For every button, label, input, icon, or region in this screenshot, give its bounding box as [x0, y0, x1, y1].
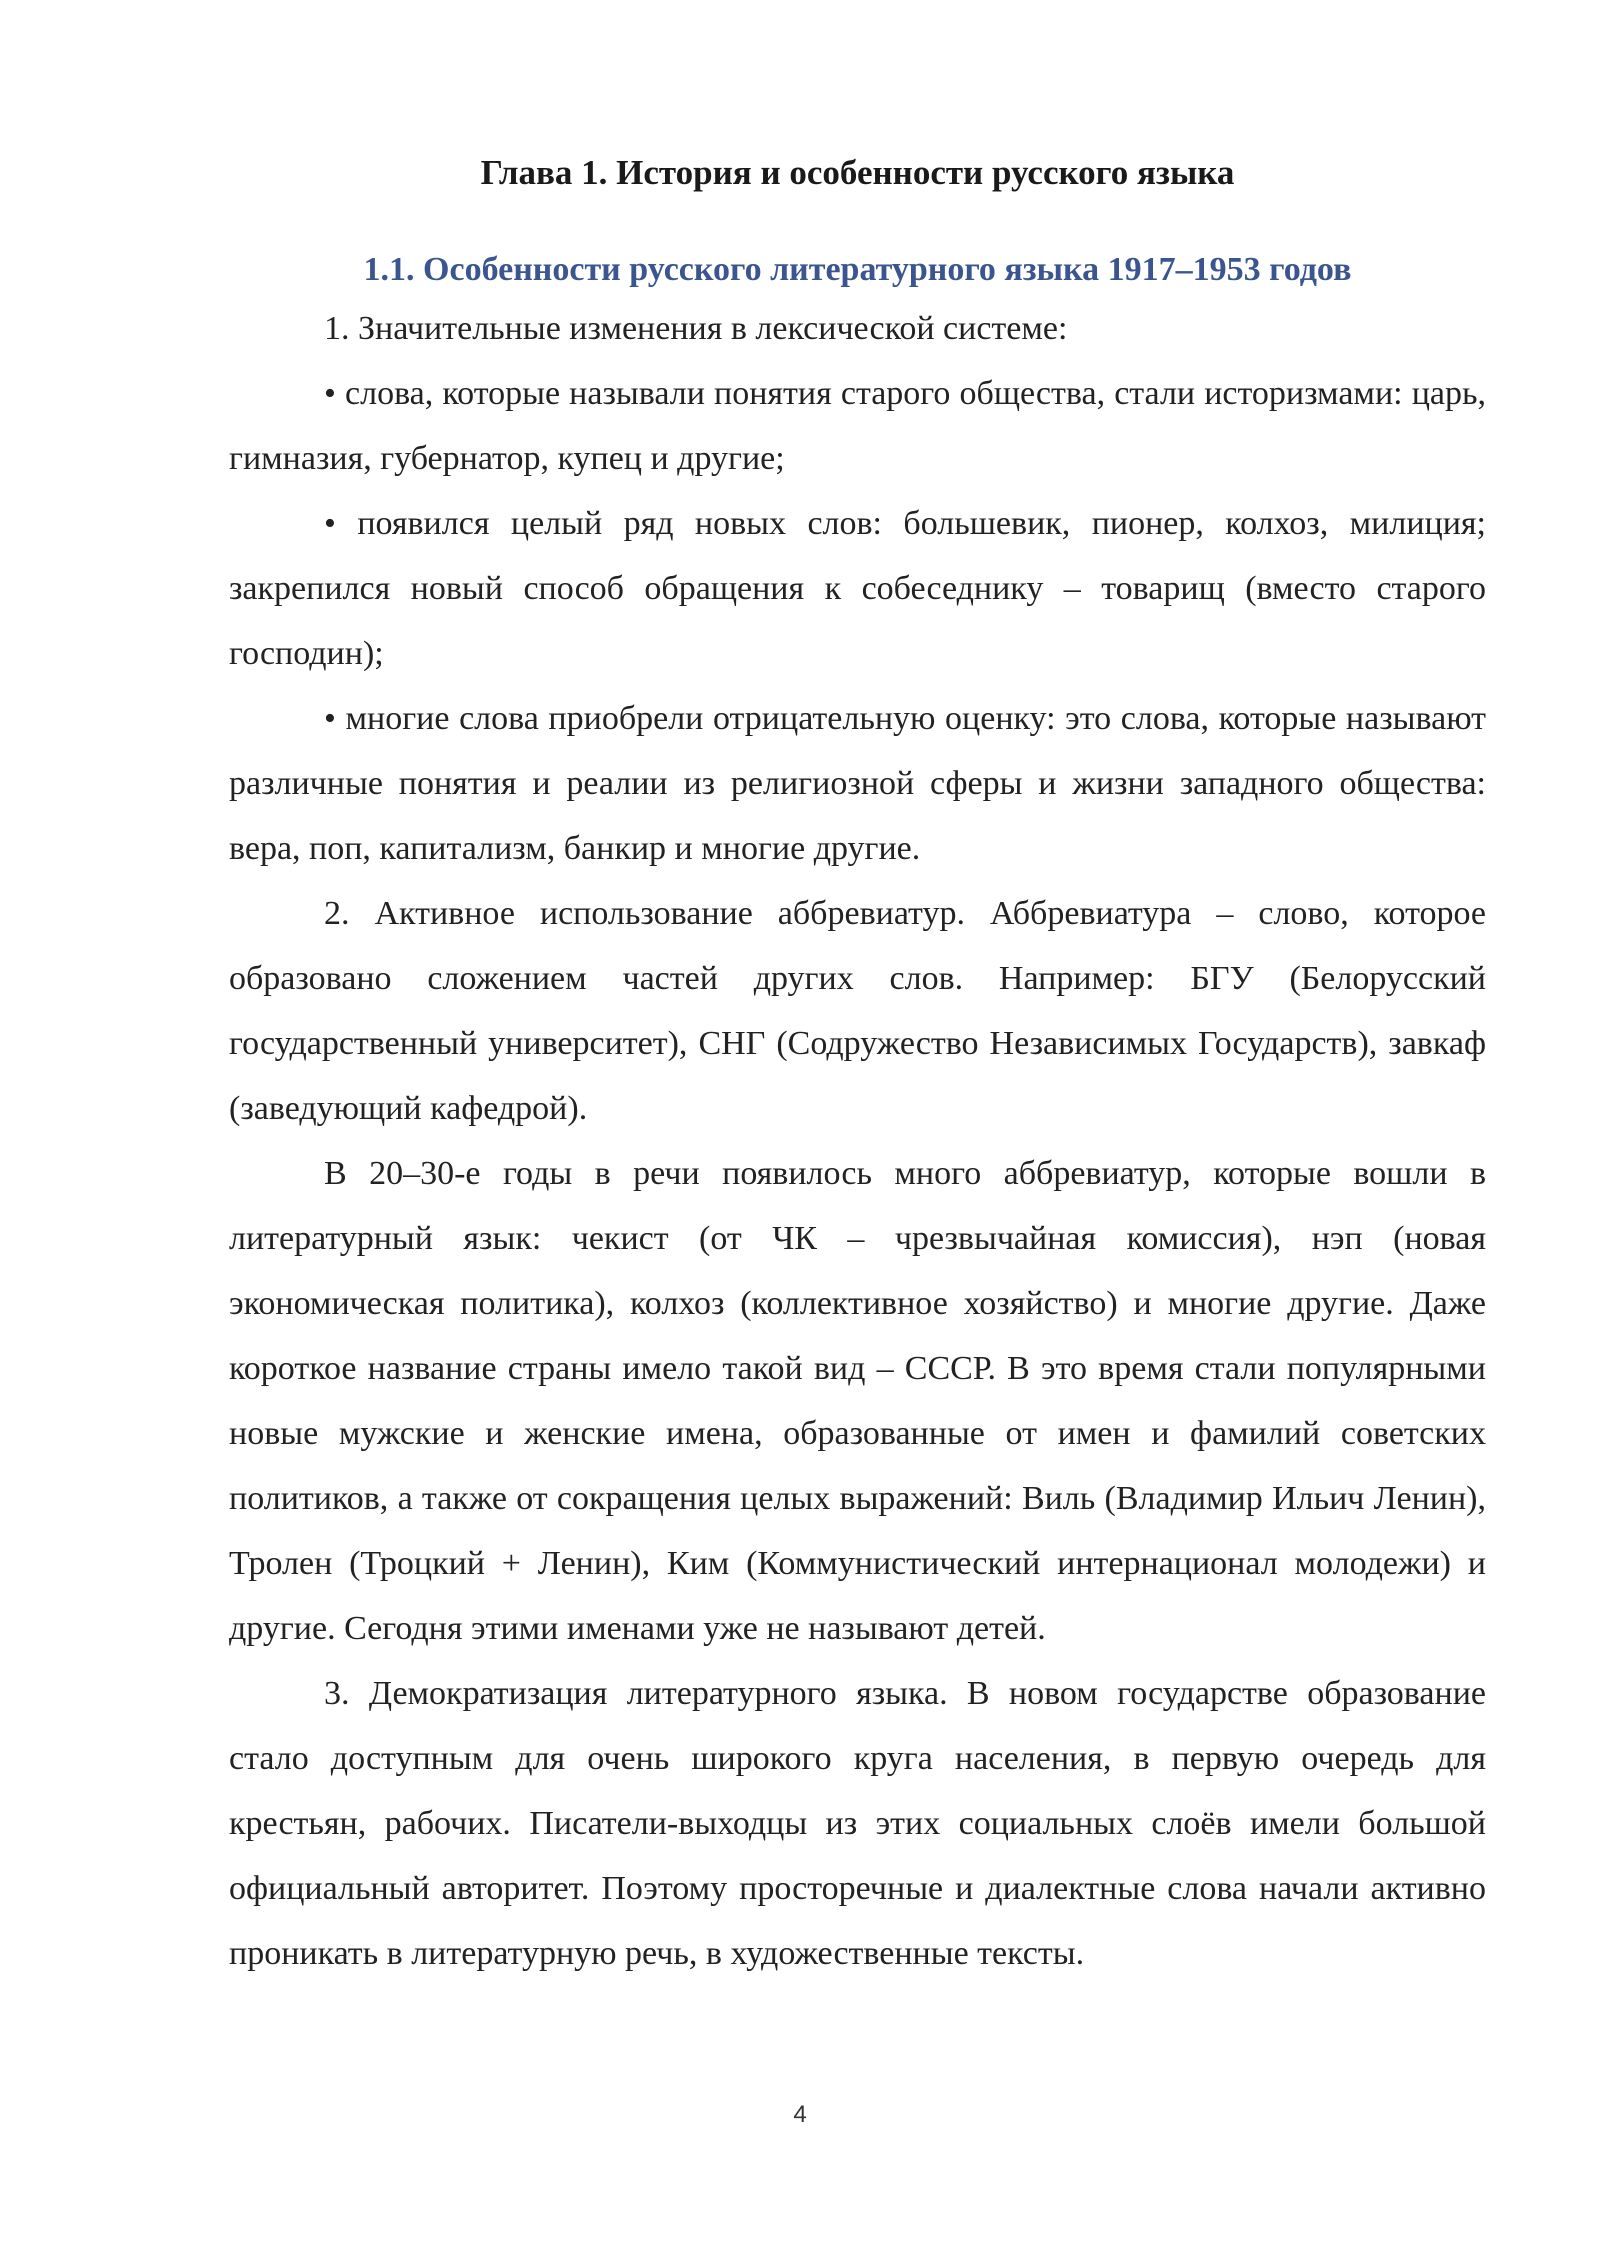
paragraph-democratization: 3. Демократизация литературного языка. В новом государстве образование стало доступным для очень широкого круга населения, в первую очередь для крестьян, рабочих. Писатели-выходцы из этих социальных слоёв имели большой официальный авторитет. Поэтому просторечные и диалектные слова начали активно проникать в литературную речь, в художественные тексты.: [229, 1675, 1486, 1972]
bullet-historisms: • слова, которые называли понятия старого общества, стали историзмами: царь, гимназия, губернатор, купец и другие;: [229, 375, 1486, 477]
paragraph-1920s-abbreviations: В 20–30-е годы в речи появилось много аббревиатур, которые вошли в литературный язык: чекист (от ЧК – чрезвычайная комиссия), нэп (новая экономическая политика), колхоз (коллективное хозяйство) и многие другие. Даже короткое название страны имело такой вид – СССР. В это время стали популярными новые мужские и женские имена, образованные от имен и фамилий советских политиков, а также от сокращения целых выражений: Виль (Владимир Ильич Ленин), Тролен (Троцкий + Ленин), Ким (Коммунистический интернационал молодежи) и другие. Сегодня этими именами уже не называют детей.: [229, 1155, 1486, 1647]
chapter-title: Глава 1. История и особенности русского языка: [480, 153, 1235, 192]
bullet-negative-evaluation: • многие слова приобрели отрицательную оценку: это слова, которые называют различные понятия и реалии из религиозной сферы и жизни западного общества: вера, поп, капитализм, банкир и многие другие.: [229, 700, 1486, 867]
section-title: 1.1. Особенности русского литературного языка 1917–1953 годов: [363, 251, 1352, 288]
page-number: 4: [793, 2101, 807, 2128]
bullet-new-words: • появился целый ряд новых слов: большевик, пионер, колхоз, милиция; закрепился новый способ обращения к собеседнику – товарищ (вместо старого господин);: [229, 505, 1486, 672]
body-text: [229, 296, 1486, 1986]
paragraph-lexical-changes: 1. Значительные изменения в лексической системе:: [324, 310, 1068, 347]
paragraph-abbreviations: 2. Активное использование аббревиатур. Аббревиатура – слово, которое образовано сложением частей других слов. Например: БГУ (Белорусский государственный университет), СНГ (Содружество Независимых Государств), завкаф (заведующий кафедрой).: [229, 895, 1486, 1127]
